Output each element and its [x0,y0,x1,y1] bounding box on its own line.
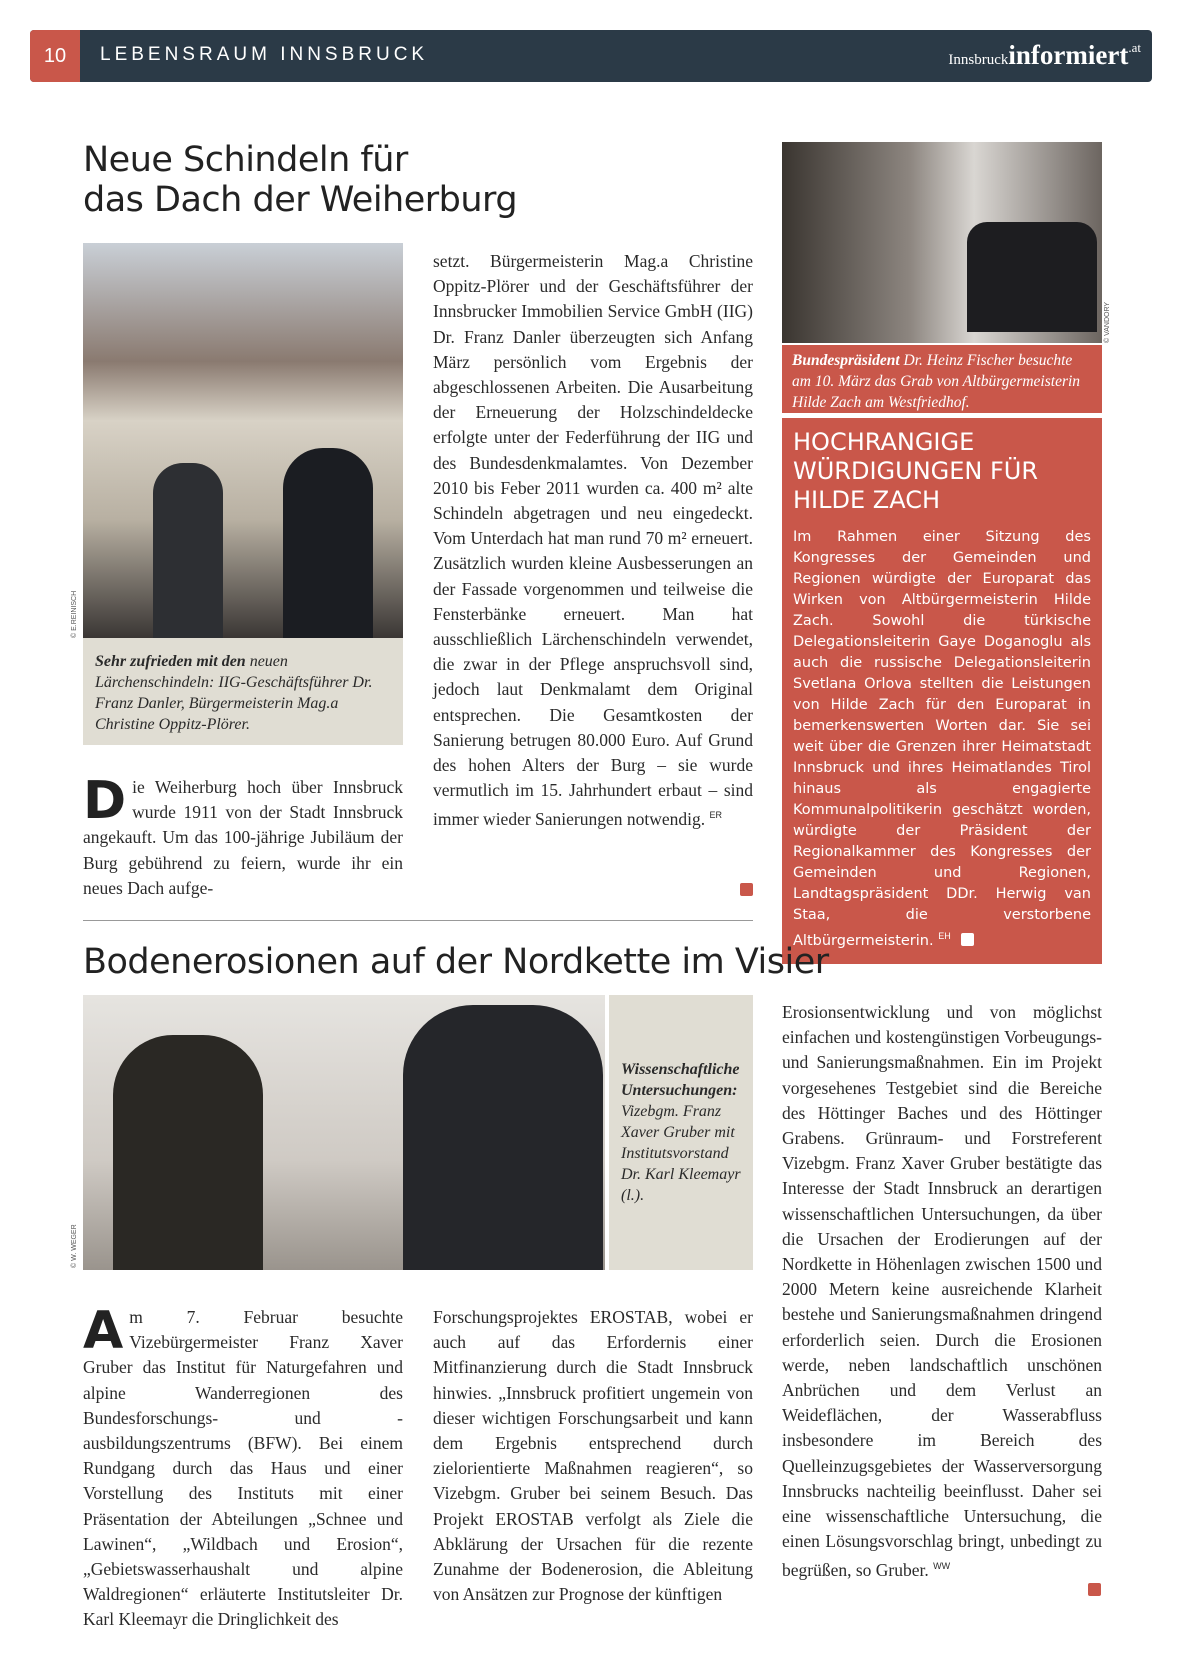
end-mark-icon [1088,1583,1101,1596]
paragraph: ie Weiherburg hoch über Innsbruck wurde 1911 von der Stadt Innsbruck angekauft. Um das 100-jährige Jubiläum der Burg gebührend zu feiern, wurde ihr ein neues Dach aufge- [83,777,403,898]
end-mark-icon [740,883,753,896]
author-initials: EH [938,931,951,941]
sidebar-caption [782,345,1102,413]
sidebar-box [782,418,1102,964]
end-mark-icon [961,933,974,946]
caption-bold: Wissenschaftliche Untersuchungen: [621,1061,740,1099]
paragraph: Erosionsentwicklung und von möglichst einfachen und kostengünstigen Vorbeugungs- und Sanierungsmaßnahmen. Ein im Projekt vorgesehenes Testgebiet sind die Bereiche des Höttinger Baches und des Höttinger Grabens. Grünraum- und Forstreferent Vizebgm. Franz Xaver Gruber bestätigte das Interesse der Stadt Innsbruck an derartigen wissenschaftlichen Untersuchungen, da über die Ursachen der Erodierungen auf der Nordkette in Höhenlagen zwischen 1500 und 2000 Metern keine ausreichende Klarheit bestehe und Sanierungsmaßnahmen dringend erforderlich seien. Durch die Erosionen werde, neben landschaftlich unschönen Anbrüchen und dem Verlust an Weideflächen, der Wasserabfluss insbesondere im Bereich des Quelleinzugsgebietes der Wasserversorgung Innsbrucks nachteilig beeinflusst. Daher sei eine wissenschaftliche Untersuchung, die einen Lösungsvorschlag bringt, unbedingt zu begrüßen, so Gruber. [782,1002,1102,1581]
author-initials: WW [933,1561,951,1572]
person-silhouette [113,1035,263,1270]
article2-col3 [782,1000,1102,1584]
person-silhouette [403,1005,603,1270]
paragraph: Forschungsprojektes EROSTAB, wobei er auch auf das Erfordernis einer Mitfinanzierung durch die Stadt Innsbruck hinwies. „Innsbruck profitiert ungemein von dieser wichtigen Forschungsarbeit und kann dem Ergebnis entsprechend durch zielorientierte Maßnahmen reagieren“, so Vizebgm. Gruber bei seinem Besuch. Das Projekt EROSTAB verfolgt als Ziele die Abklärung der Ursachen für die rezente Zunahme der Bodenerosion, die Ableitung von Ansätzen zur Prognose der künftigen [433,1307,753,1605]
logo-tld: .at [1128,40,1141,55]
drop-cap: D [83,771,127,831]
photo-caption [609,995,753,1270]
publication-logo [948,40,1141,71]
article1-col1 [83,771,403,901]
article2-title: Bodenerosionen auf der Nordkette im Visier [83,942,829,982]
caption-bold: Bundespräsident [792,352,900,369]
article1-col2 [433,249,753,833]
title-line: das Dach der Weiherburg [83,180,518,220]
drop-cap: A [83,1301,124,1361]
person-silhouette [153,463,223,638]
logo-big: informiert [1008,40,1129,70]
paragraph: m 7. Februar besuchte Vizebürgermeister Franz Xaver Gruber das Institut für Naturgefahren und alpine Wanderregionen des Bundesforschungs- und -ausbildungszentrums (BFW). Bei einem Rundgang durch das Haus und einer Vorstellung des Instituts mit einer Präsentation der Abteilungen „Schnee und Lawinen“, „Wildbach und Erosion“, „Gebietswasserhaushalt und alpine Waldregionen“ erläuterte Institutsleiter Dr. Karl Kleemayr die Dringlichkeit des [83,1307,403,1630]
page-number: 10 [30,30,80,82]
caption-bold: Sehr zufrieden mit den [95,653,246,670]
group-silhouette [967,222,1097,332]
caption-text: Vizebgm. Franz Xaver Gruber mit Institutsvorstand Dr. Karl Kleemayr (l.). [621,1103,741,1204]
erostab-photo [83,995,605,1270]
photo-credit: © VANDORY [1104,301,1111,343]
weiherburg-photo [83,243,403,638]
article2-col1 [83,1301,403,1633]
westfriedhof-photo [782,142,1102,343]
caption-text: Dr. Heinz Fischer besuchte am 10. März das Grab von Altbürgermeisterin Hilde Zach am Westfriedhof. [792,352,1081,411]
divider [83,920,753,921]
caption-text: neuen Lärchenschindeln: IIG-Geschäftsführer Dr. Franz Danler, Bürgermeisterin Mag.a Christine Oppitz-Plörer. [95,653,373,733]
paragraph: Im Rahmen einer Sitzung des Kongresses der Gemeinden und Regionen würdigte der Europarat das Wirken von Altbürgermeisterin Hilde Zach. Sowohl die türkische Delegationsleiterin Gaye Doganoglu als auch die russische Delegationsleiterin Svetlana Orlova stellten die Leistungen von Hilde Zach für den Europarat in bemerkenswerten Worten dar. Sie sei weit über die Grenzen ihrer Heimatstadt Innsbruck und ihres Heimatlandes Tirol hinaus als engagierte Kommunalpolitikerin geschätzt worden, würdigte der Präsident der Regionalkammer des Kongresses der Gemeinden und Regionen, Landtagspräsident DDr. Herwig van Staa, die verstorbene Altbürgermeisterin. [793,529,1091,949]
photo-caption [83,638,403,745]
author-initials: ER [709,810,723,821]
sidebar-body [793,527,1091,952]
title-line: Neue Schindeln für [83,140,408,180]
photo-credit: © E.REINISCH [71,590,78,638]
article2-col2 [433,1305,753,1607]
logo-small: Innsbruck [948,52,1009,68]
paragraph: setzt. Bürgermeisterin Mag.a Christine Oppitz-Plörer und der Geschäftsführer der Innsbrucker Immobilien Service GmbH (IIG) Dr. Franz Danler überzeugten sich Anfang März persönlich vom Ergebnis der abgeschlossenen Arbeiten. Die Ausarbeitung der Erneuerung der Holzschindeldecke erfolgte unter der Federführung der IIG und des Bundesdenkmalamtes. Von Dezember 2010 bis Feber 2011 wurden ca. 400 m² alte Schindeln abgetragen und neu eingedeckt. Vom Unterdach hat man rund 70 m² erneuert. Zusätzlich wurden kleine Ausbesserungen an der Fassade vorgenommen und teilweise die Fensterbänke erneuert. Man hat ausschließlich Lärchenschindeln verwendet, die zwar in der Pflege anspruchsvoll sind, jedoch laut Denkmalamt dem Original entsprechen. Die Gesamtkosten der Sanierung betrugen 80.000 Euro. Auf Grund des hohen Alters der Burg – sie wurde vermutlich im 15. Jahrhundert erbaut – sind immer wieder Sanierungen notwendig. [433,251,753,830]
person-silhouette [283,448,373,638]
article1-title [83,140,517,220]
photo-credit: © W. WEGER [71,1224,78,1268]
section-title: LEBENSRAUM INNSBRUCK [100,44,429,65]
sidebar-title: HOCHRANGIGE WÜRDIGUNGEN FÜR HILDE ZACH [793,428,1039,514]
